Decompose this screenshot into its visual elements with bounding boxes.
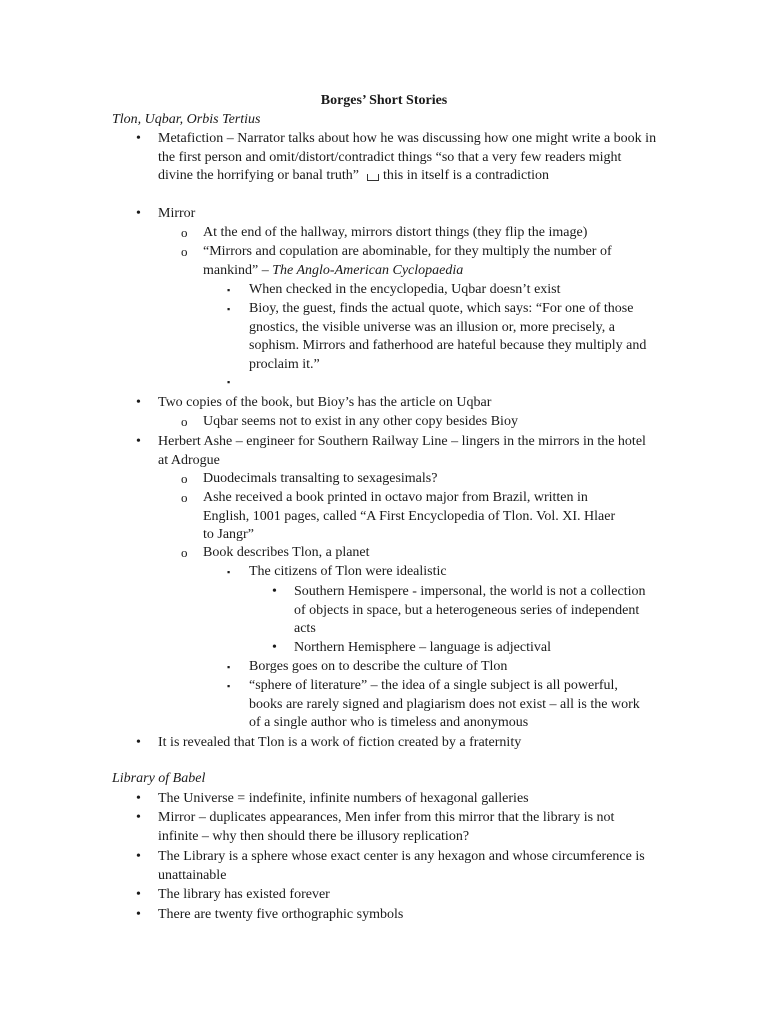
list-item-text: Duodecimals transalting to sexagesimals? [203, 471, 438, 486]
bullet-marker: • [136, 735, 141, 750]
document-title [0, 92, 768, 111]
circle-marker: o [181, 545, 188, 560]
list-item [227, 658, 649, 677]
square-marker: ▪ [227, 567, 231, 577]
list-item-text: The Universe = indefinite, infinite numbers of hexagonal galleries [158, 791, 529, 806]
square-marker: ▪ [227, 304, 231, 314]
list-item-text: Metafiction – Narrator talks about how he was discussing how one might write a book in the first person and omit/distort/contradict things “so that a very few readers might divine the horrifying or banal truth” [158, 131, 657, 184]
circle-marker: o [181, 414, 188, 429]
list-item [136, 886, 658, 905]
list-item-text: It is revealed that Tlon is a work of fiction created by a fraternity [158, 735, 522, 750]
square-marker: ▪ [227, 681, 231, 691]
list-item [272, 639, 659, 658]
list-item-text: Mirror [158, 206, 196, 221]
list-item-text: “sphere of literature” – the idea of a single subject is all powerful, books are rarely signed and plagiarism does not exist – all is the work of a single author who is timeless and anonymous [249, 678, 640, 731]
list-item [136, 790, 658, 809]
list-item-text: “Mirrors and copulation are abominable, for they multiply the number of mankind” – [203, 244, 612, 278]
bullet-marker: • [136, 395, 141, 410]
bullet-marker: • [136, 849, 141, 864]
bullet-marker: • [136, 206, 141, 221]
insertion-mark-icon [367, 174, 379, 181]
list-item-text: There are twenty five orthographic symbols [158, 907, 404, 922]
list-item-text: Bioy, the guest, finds the actual quote, which says: “For one of those gnostics, the visible universe was an illusion or, more precisely, a sophism. Mirrors and fatherhood are hateful because they multiply and proclaim it.” [249, 301, 647, 372]
bullet-marker: • [136, 791, 141, 806]
list-item [136, 394, 658, 413]
list-item-text: When checked in the encyclopedia, Uqbar doesn’t exist [249, 282, 561, 297]
list-item [272, 583, 659, 639]
list-item [136, 906, 658, 925]
list-item [136, 734, 658, 753]
list-item [136, 848, 658, 885]
circle-marker: o [181, 225, 188, 240]
list-item [181, 544, 623, 563]
bullet-marker: • [136, 810, 141, 825]
list-item-text: this in itself is a contradiction [383, 168, 550, 184]
list-item-text: Borges goes on to describe the culture of Tlon [249, 659, 508, 674]
bullet-marker: • [136, 907, 141, 922]
circle-marker: o [181, 471, 188, 486]
title-text: Borges’ Short Stories [320, 93, 448, 108]
list-item [227, 281, 649, 300]
list-item [136, 205, 658, 224]
bullet-marker: • [136, 131, 141, 146]
list-item-text: Book describes Tlon, a planet [203, 545, 370, 560]
list-item [181, 243, 623, 280]
square-marker: ▪ [227, 285, 231, 295]
list-item-text: The citizens of Tlon were idealistic [249, 564, 447, 579]
list-item [181, 224, 623, 243]
list-item [136, 809, 658, 846]
list-item [227, 563, 649, 582]
list-item-text: Mirror – duplicates appearances, Men infer from this mirror that the library is not infinite – why then should there be illusory replication? [158, 810, 615, 844]
list-item [181, 413, 623, 432]
list-item-text: Two copies of the book, but Bioy’s has the article on Uqbar [158, 395, 492, 410]
circle-marker: o [181, 490, 188, 505]
list-item [181, 470, 623, 489]
bullet-marker: • [272, 640, 277, 655]
list-item-text: At the end of the hallway, mirrors distort things (they flip the image) [203, 225, 588, 240]
circle-marker: o [181, 244, 188, 259]
list-item-text: Uqbar seems not to exist in any other copy besides Bioy [203, 414, 518, 429]
list-item [136, 433, 658, 470]
list-item [227, 300, 649, 374]
list-item-text: Southern Hemispere - impersonal, the world is not a collection of objects in space, but a heterogeneous series of independent acts [294, 584, 646, 637]
list-item-text: Northern Hemisphere – language is adjectival [294, 640, 551, 655]
list-item-text: Herbert Ashe – engineer for Southern Railway Line – lingers in the mirrors in the hotel at Adrogue [158, 434, 646, 468]
square-marker: ▪ [227, 377, 231, 387]
cyclopaedia-title: The Anglo-American Cyclopaedia [272, 262, 464, 278]
section-heading-tlon: Tlon, Uqbar, Orbis Tertius [112, 112, 261, 127]
bullet-marker: • [272, 584, 277, 599]
list-item-text: The Library is a sphere whose exact center is any hexagon and whose circumference is unattainable [158, 849, 645, 883]
list-item [181, 489, 623, 545]
square-marker: ▪ [227, 662, 231, 672]
bullet-marker: • [136, 887, 141, 902]
bullet-marker: • [136, 434, 141, 449]
list-item-text: The library has existed forever [158, 887, 330, 902]
list-item-text: Ashe received a book printed in octavo major from Brazil, written in English, 1001 pages, called “A First Encyclopedia of Tlon. Vol. XI. Hlaer to Jangr” [203, 490, 616, 543]
list-item [136, 130, 658, 186]
list-item [227, 677, 649, 733]
section-heading-babel: Library of Babel [112, 771, 206, 786]
